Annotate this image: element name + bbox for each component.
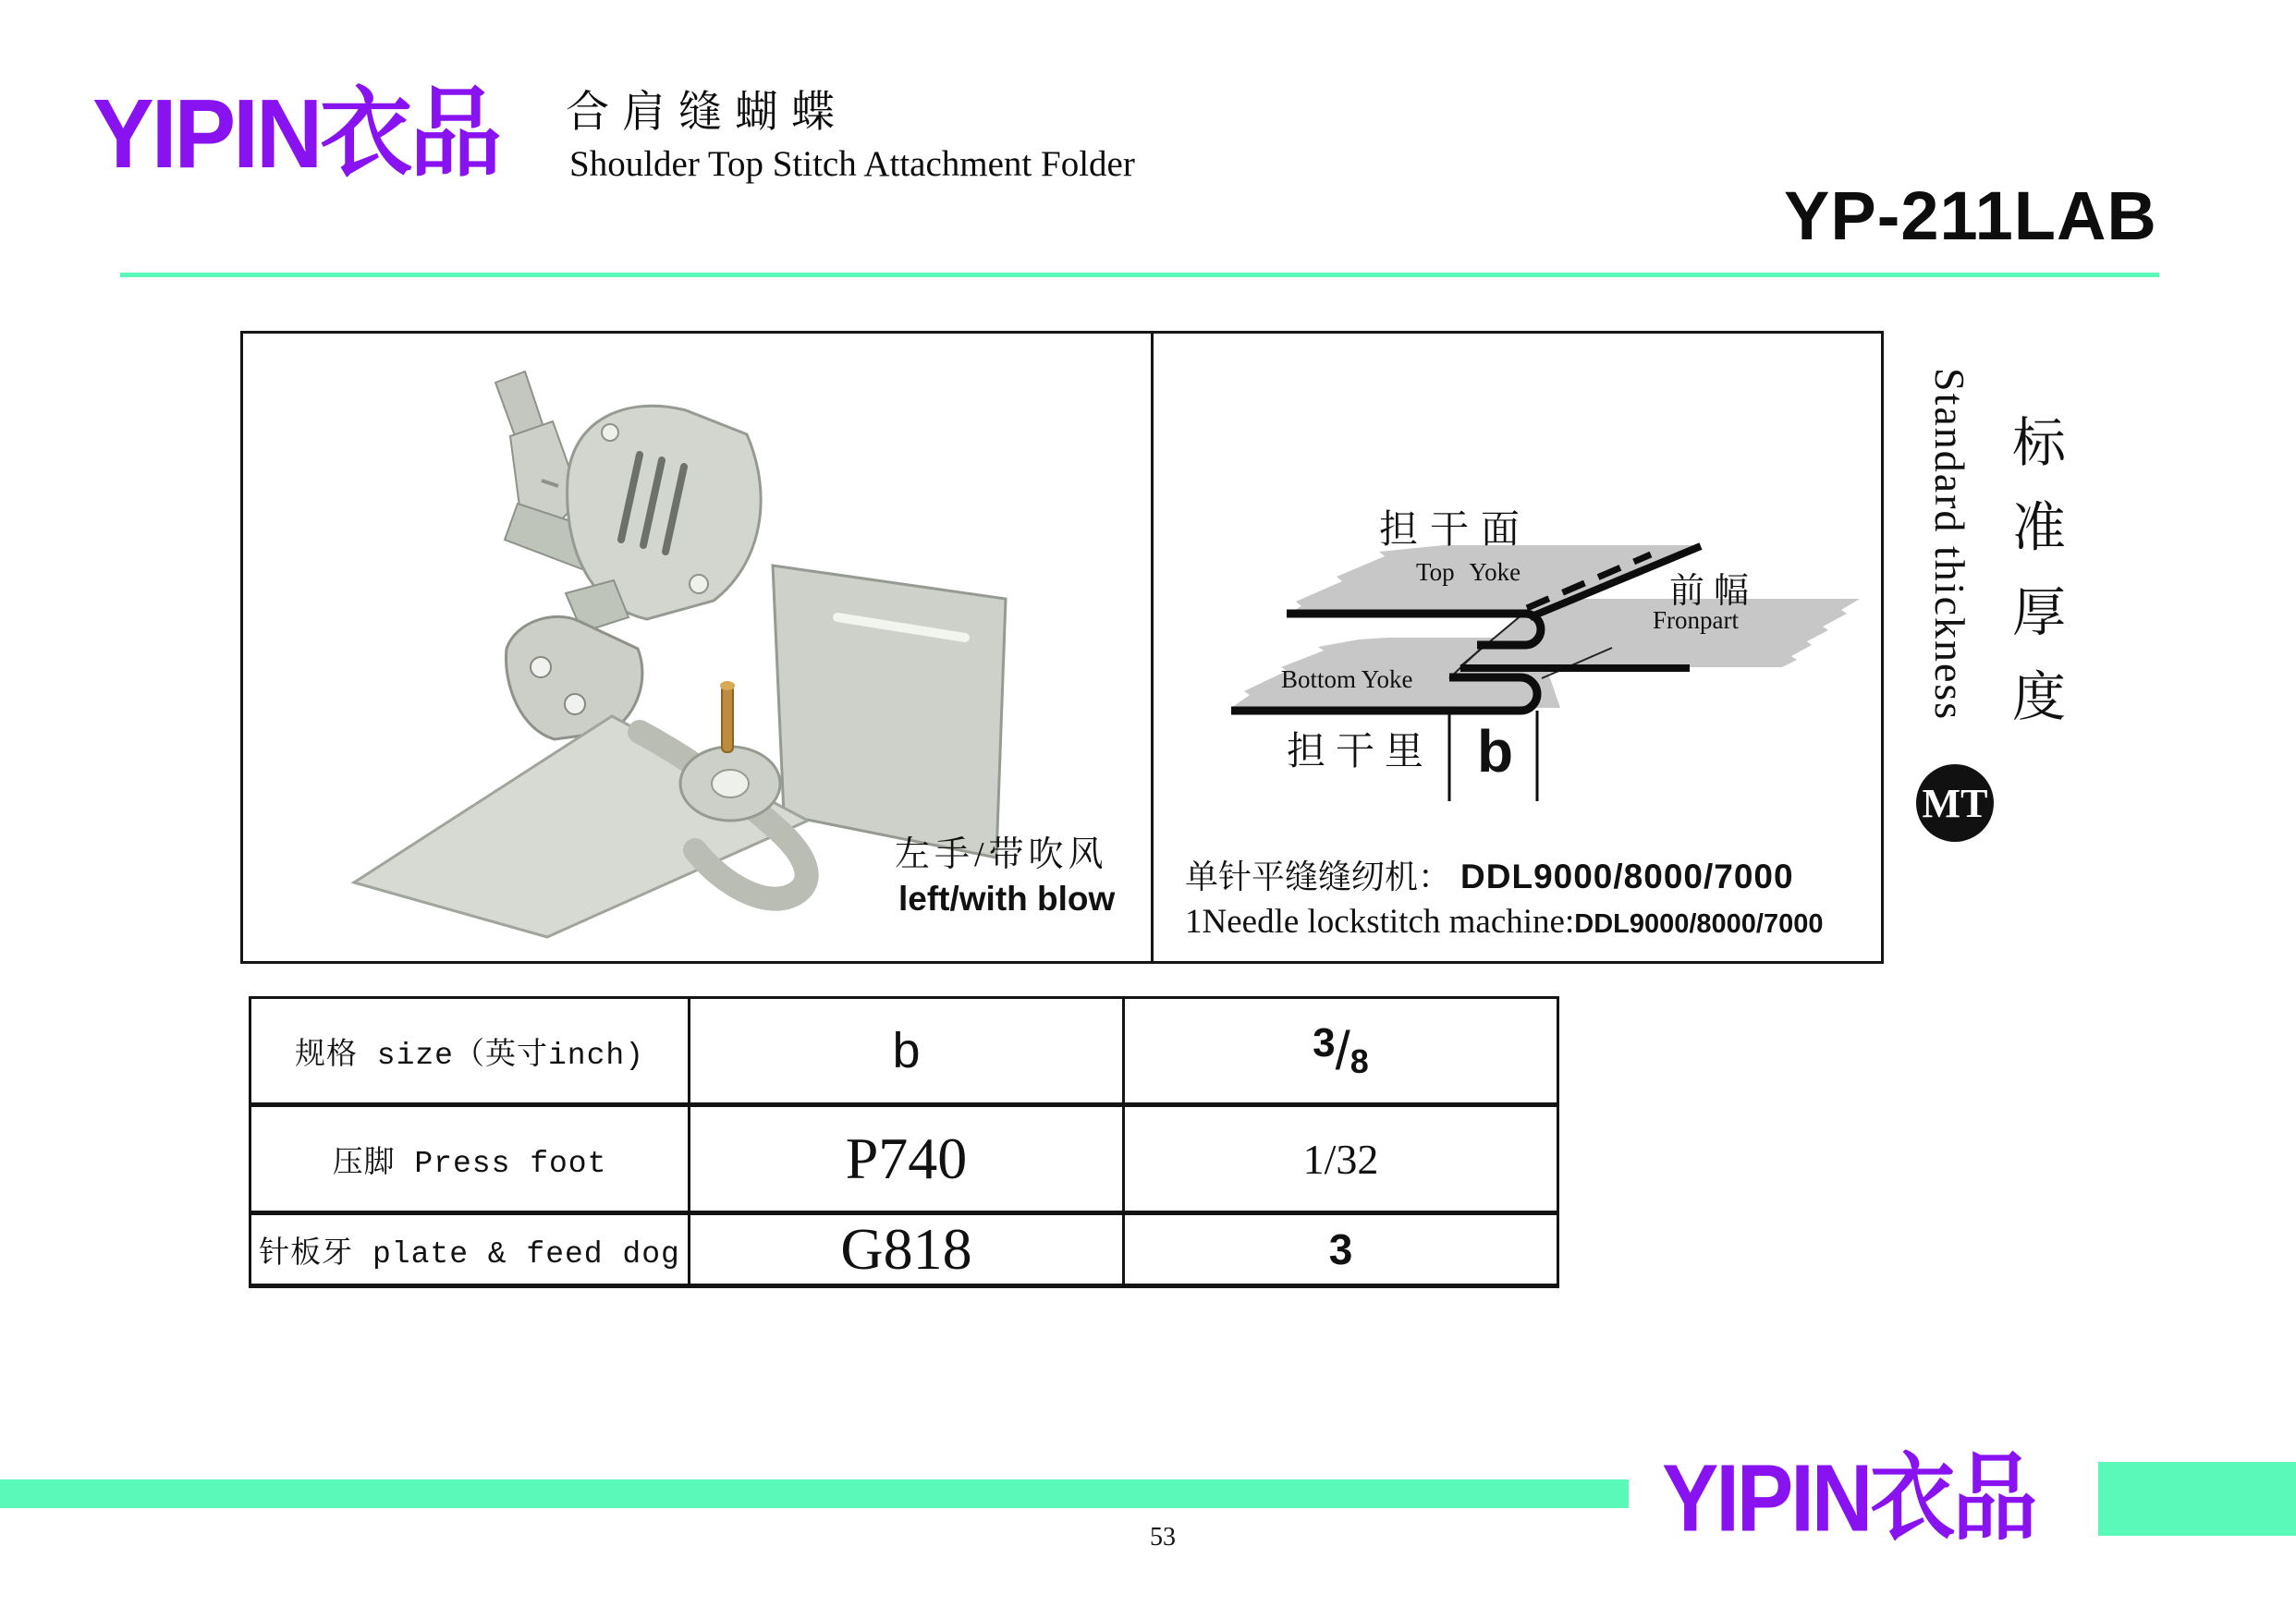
- size-row-label: 规格 size（英寸inch): [250, 998, 690, 1105]
- fraction-denominator: 8: [1350, 1041, 1369, 1080]
- machine-line-zh: [1185, 854, 1875, 900]
- size-fraction: [1313, 1019, 1369, 1081]
- diagram-label-bottom-yoke-en: Bottom Yoke: [1281, 665, 1413, 693]
- machine-label-en: 1Needle lockstitch machine:: [1185, 903, 1575, 941]
- mt-badge-text: MT: [1922, 780, 1988, 826]
- footer-green-block: [2098, 1462, 2296, 1536]
- footer-green-bar: [0, 1479, 1629, 1508]
- machine-label-zh: 单针平缝缝纫机：: [1185, 858, 1452, 895]
- plate-feed-dog-spec: 3: [1124, 1213, 1558, 1286]
- fraction-numerator: 3: [1313, 1019, 1336, 1065]
- page-title-zh: 合肩缝蝴蝶: [566, 89, 848, 137]
- size-col3-value: [1124, 998, 1558, 1105]
- table-row-size: [250, 998, 1558, 1105]
- page-number: 53: [1150, 1523, 1176, 1552]
- machine-value-zh: DDL9000/8000/7000: [1460, 858, 1794, 895]
- diagram-dimension-b: b: [1477, 718, 1514, 785]
- press-foot-value: P740: [690, 1105, 1124, 1213]
- sidebar-standard-thickness-zh: 标准厚度: [2004, 414, 2064, 753]
- size-col2-value: b: [690, 998, 1124, 1105]
- footer-brand-logo: YIPIN衣品: [1662, 1445, 2035, 1552]
- sidebar-standard-thickness-en: Standard thickness: [1926, 368, 1973, 722]
- brand-logo: YIPIN衣品: [92, 79, 500, 189]
- page-title-en: Shoulder Top Stitch Attachment Folder: [569, 144, 1135, 184]
- header-divider-line: [120, 273, 2159, 277]
- diagram-label-fronpart-zh: 前幅: [1669, 572, 1759, 611]
- machine-line-en: [1185, 900, 1875, 945]
- machine-value-en: DDL9000/8000/7000: [1574, 909, 1824, 939]
- press-foot-spec: 1/32: [1124, 1105, 1558, 1213]
- press-foot-label: 压脚 Press foot: [250, 1105, 690, 1213]
- hinge-bracket-part: [506, 580, 641, 739]
- diagram-label-bottom-yoke-zh: 担干里: [1287, 731, 1435, 773]
- mt-badge: [1916, 764, 1994, 842]
- spec-table: [249, 996, 1559, 1288]
- model-number: YP-211LAB: [1784, 177, 2157, 254]
- diagram-label-top-yoke-zh: 担干面: [1379, 509, 1533, 552]
- fraction-slash: /: [1335, 1020, 1350, 1081]
- machine-compatibility: [1185, 854, 1875, 945]
- table-row-press-foot: [250, 1105, 1558, 1213]
- plate-feed-dog-value: G818: [690, 1213, 1124, 1286]
- diagram-label-fronpart-en: Fronpart: [1653, 606, 1739, 634]
- photo-caption-zh: 左手/带吹风: [895, 835, 1108, 874]
- photo-caption-en: left/with blow: [898, 880, 1116, 918]
- table-row-plate-feed-dog: [250, 1213, 1558, 1286]
- diagram-label-top-yoke-en: Top Yoke: [1416, 558, 1521, 586]
- plate-feed-dog-label: 针板牙 plate & feed dog: [250, 1213, 690, 1286]
